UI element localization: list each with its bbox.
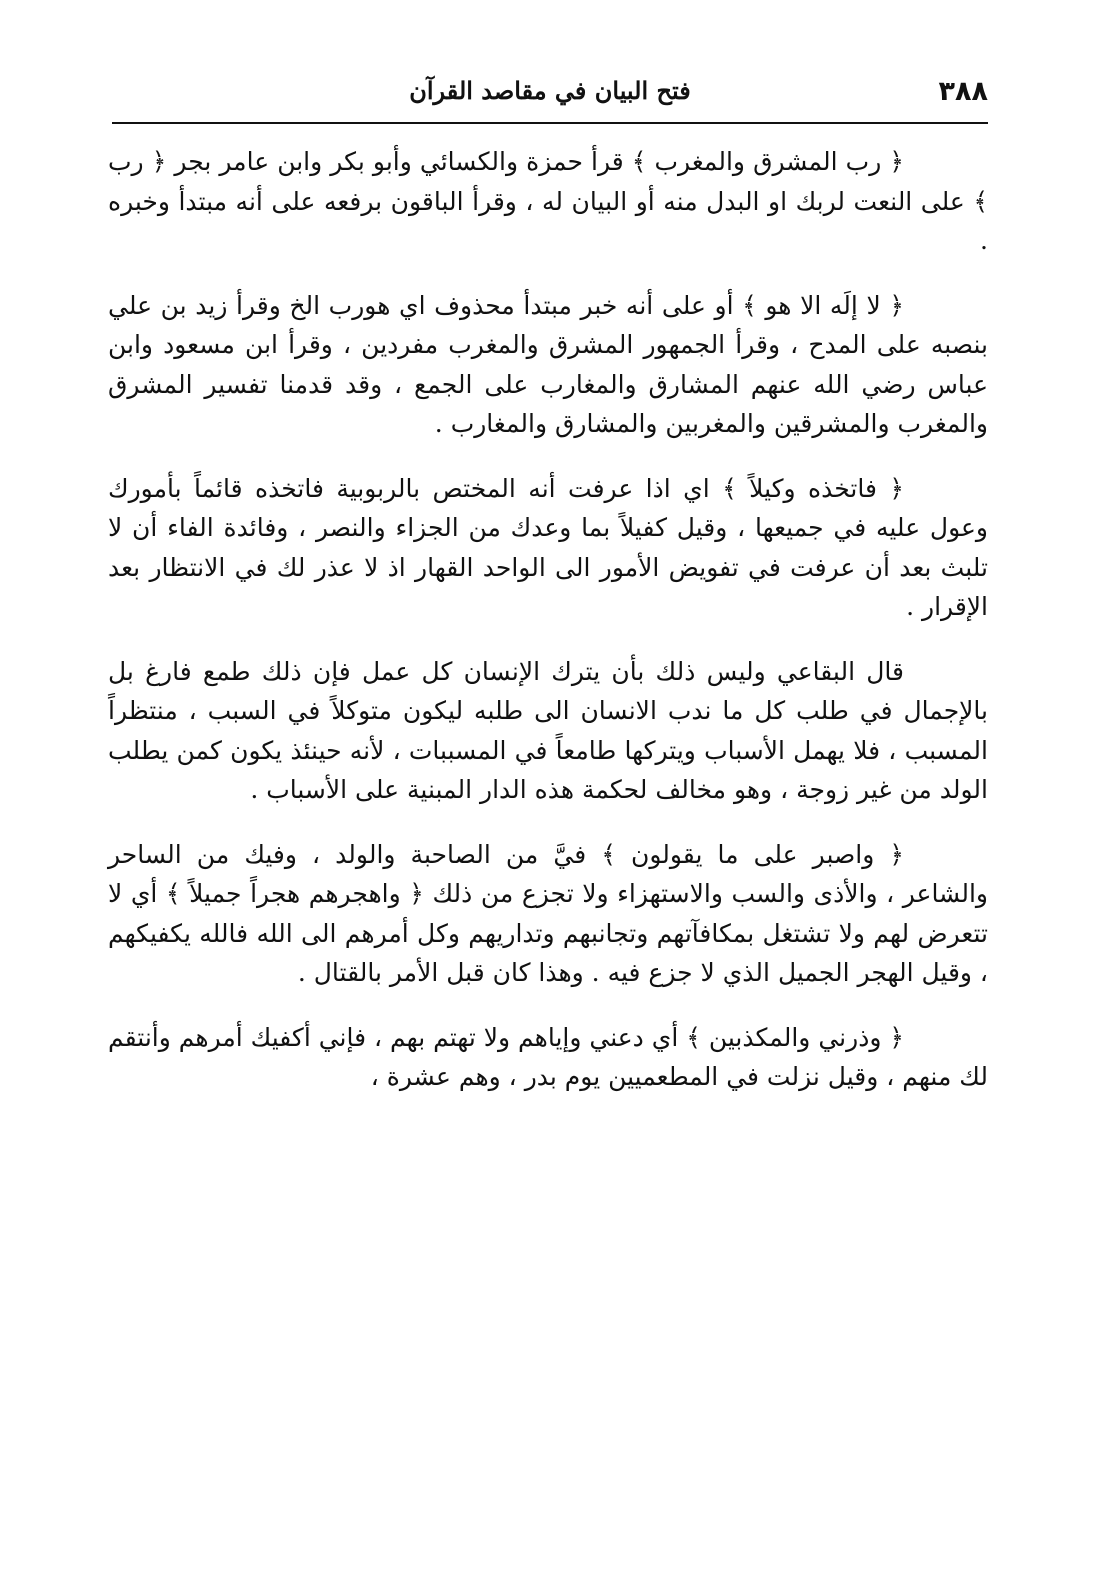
paragraph: ﴿ فاتخذه وكيلاً ﴾ اي اذا عرفت أنه المختص بالربوبية فاتخذه قائماً بأمورك وعول عليه في جميعها ، وقيل كفيلاً بما وعدك من الجزاء والنصر ، وفائدة الفاء أن لا تلبث بعد أن عرفت في تفويض الأمور الى الواحد القهار اذ لا عذر لك في الانتظار بعد الإقرار . xyxy=(108,473,988,621)
paragraph: ﴿ لا إلَه الا هو ﴾ أو على أنه خبر مبتدأ محذوف اي هورب الخ وقرأ زيد بن علي بنصبه على المدح ، وقرأ الجمهور المشرق والمغرب مفردين ، وقرأ ابن مسعود وابن عباس رضي الله عنهم المشارق والمغارب على الجمع ، وقد قدمنا تفسير المشرق والمغرب والمشرقين والمغربين والمشارق والمغارب . xyxy=(108,290,988,438)
page-header xyxy=(112,70,988,124)
paragraph: قال البقاعي وليس ذلك بأن يترك الإنسان كل عمل فإن ذلك طمع فارغ بل بالإجمال في طلب كل ما ندب الانسان الى طلبه ليكون متوكلاً في السبب ، منتظراً المسبب ، فلا يهمل الأسباب ويتركها طامعاً في المسببات ، لأنه حينئذ يكون كمن يطلب الولد من غير زوجة ، وهو مخالف لحكمة هذه الدار المبنية على الأسباب . xyxy=(108,656,988,804)
running-title: فتح البيان في مقاصد القرآن xyxy=(409,76,691,105)
paragraph: ﴿ واصبر على ما يقولون ﴾ فيَّ من الصاحبة والولد ، وفيك من الساحر والشاعر ، والأذى والسب والاستهزاء ولا تجزع من ذلك ﴿ واهجرهم هجراً جميلاً ﴾ أي لا تتعرض لهم ولا تشتغل بمكافآتهم وتجانبهم وتداريهم وكل أمرهم الى الله فالله يكفيكهم ، وقيل الهجر الجميل الذي لا جزع فيه . وهذا كان قبل الأمر بالقتال . xyxy=(108,839,988,987)
page-number: ٣٨٨ xyxy=(938,76,988,107)
body-text xyxy=(108,142,988,1122)
paragraph: ﴿ وذرني والمكذبين ﴾ أي دعني وإياهم ولا تهتم بهم ، فإني أكفيك أمرهم وأنتقم لك منهم ، وقيل نزلت في المطعميين يوم بدر ، وهم عشرة ، xyxy=(108,1022,988,1091)
paragraph: ﴿ رب المشرق والمغرب ﴾ قرأ حمزة والكسائي وأبو بكر وابن عامر بجر ﴿ رب ﴾ على النعت لربك او البدل منه أو البيان له ، وقرأ الباقون برفعه على أنه مبتدأ وخبره . xyxy=(108,147,988,255)
